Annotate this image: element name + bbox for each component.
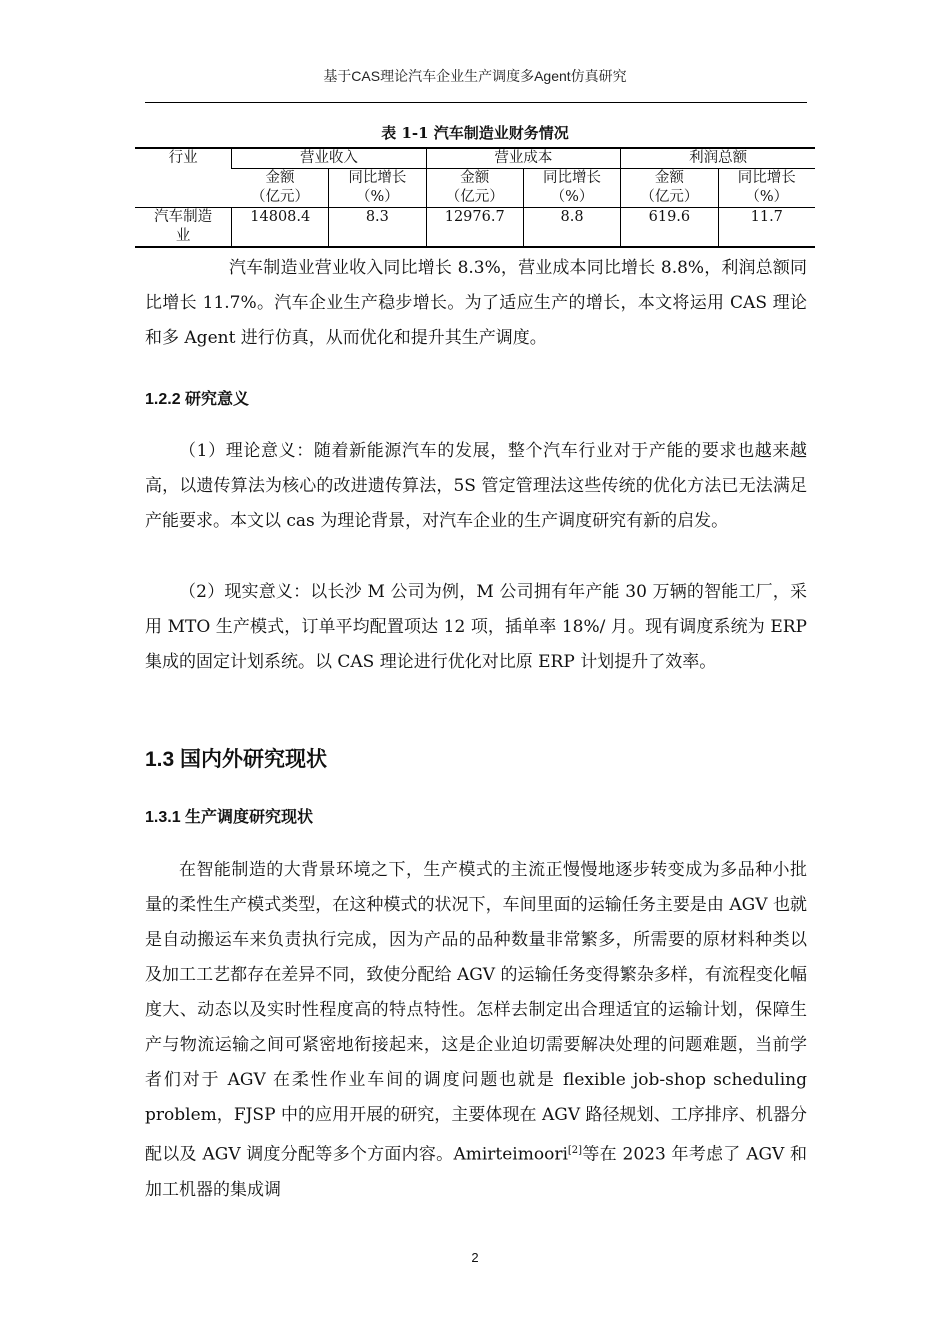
table-row: [135, 208, 815, 248]
header-rule: [145, 102, 807, 103]
citation-ref[interactable]: [2]: [567, 1145, 583, 1156]
cell-cost-amount: 12976.7: [426, 208, 523, 248]
paragraph-production-scheduling: 在智能制造的大背景环境之下，生产模式的主流正慢慢地逐步转变成为多品种小批量的柔性生产模式类型，在这种模式的状况下，车间里面的运输任务主要是由 AGV 也就是自动搬运车来负责执行完成，因为产品的品种数量非常繁多，所需要的原材料种类以及加工工艺都存在差异不同，致使分配给 AGV 的运输任务变得繁杂多样，有流程变化幅度大、动态以及实时性程度高的特点特性。怎样去制定出合理适宜的运输计划，保障生产与物流运输之间可紧密地衔接起来，这是企业迫切需要解决处理的问题难题，当前学者们对于 AGV 在柔性作业车间的调度问题也就是 flexible job-shop scheduling problem，FJSP 中的应用开展的研究，主要体现在 AGV 路径规划、工序排序、机器分配以及 AGV 调度分配等多个方面内容。Amirteimoori[2]等在 2023 年考虑了 AGV 和加工机器的集成调: [145, 860, 807, 1200]
sub-header-growth: 同比增长 （%）: [523, 169, 620, 208]
sub-header-growth: 同比增长 （%）: [329, 169, 426, 208]
paragraph-theoretical-significance: （1）理论意义：随着新能源汽车的发展，整个汽车行业对于产能的要求也越来越高，以遗传算法为核心的改进遗传算法，5S 管定管理法这些传统的优化方法已无法满足产能要求。本文以 cas 为理论背景，对汽车企业的生产调度研究有新的启发。: [145, 441, 807, 531]
col-header-industry: 行业: [135, 148, 232, 208]
sub-header-amount: 金额 （亿元）: [621, 169, 718, 208]
cell-profit-growth: 11.7: [718, 208, 815, 248]
cell-industry: 汽车制造 业: [135, 208, 232, 248]
page-number: 2: [471, 1250, 479, 1265]
group-header-revenue: 营业收入: [232, 148, 426, 169]
cell-cost-growth: 8.8: [523, 208, 620, 248]
group-header-profit: 利润总额: [621, 148, 815, 169]
paragraph-practical-significance: （2）现实意义：以长沙 M 公司为例，M 公司拥有年产能 30 万辆的智能工厂，采用 MTO 生产模式，订单平均配置项达 12 项，插单率 18%/ 月。现有调度系统为 ERP 集成的固定计划系统。以 CAS 理论进行优化对比原 ERP 计划提升了效率。: [145, 582, 807, 672]
section-heading-1-3: 1.3 国内外研究现状: [145, 748, 328, 771]
running-header: 基于CAS理论汽车企业生产调度多Agent仿真研究: [323, 68, 627, 84]
cell-revenue-growth: 8.3: [329, 208, 426, 248]
cell-revenue-amount: 14808.4: [232, 208, 329, 248]
table-caption: 表 1-1 汽车制造业财务情况: [381, 124, 569, 142]
sub-header-growth: 同比增长 （%）: [718, 169, 815, 208]
sub-header-amount: 金额 （亿元）: [426, 169, 523, 208]
sub-header-amount: 金额 （亿元）: [232, 169, 329, 208]
paragraph-financial-summary: 汽车制造业营业收入同比增长 8.3%，营业成本同比增长 8.8%，利润总额同比增长 11.7%。汽车企业生产稳步增长。为了适应生产的增长，本文将运用 CAS 理论和多 Agent 进行仿真，从而优化和提升其生产调度。: [145, 258, 807, 348]
finance-table: [135, 147, 815, 248]
group-header-cost: 营业成本: [426, 148, 621, 169]
section-heading-1-2-2: 1.2.2 研究意义: [145, 391, 250, 408]
cell-profit-amount: 619.6: [621, 208, 718, 248]
section-heading-1-3-1: 1.3.1 生产调度研究现状: [145, 809, 314, 826]
